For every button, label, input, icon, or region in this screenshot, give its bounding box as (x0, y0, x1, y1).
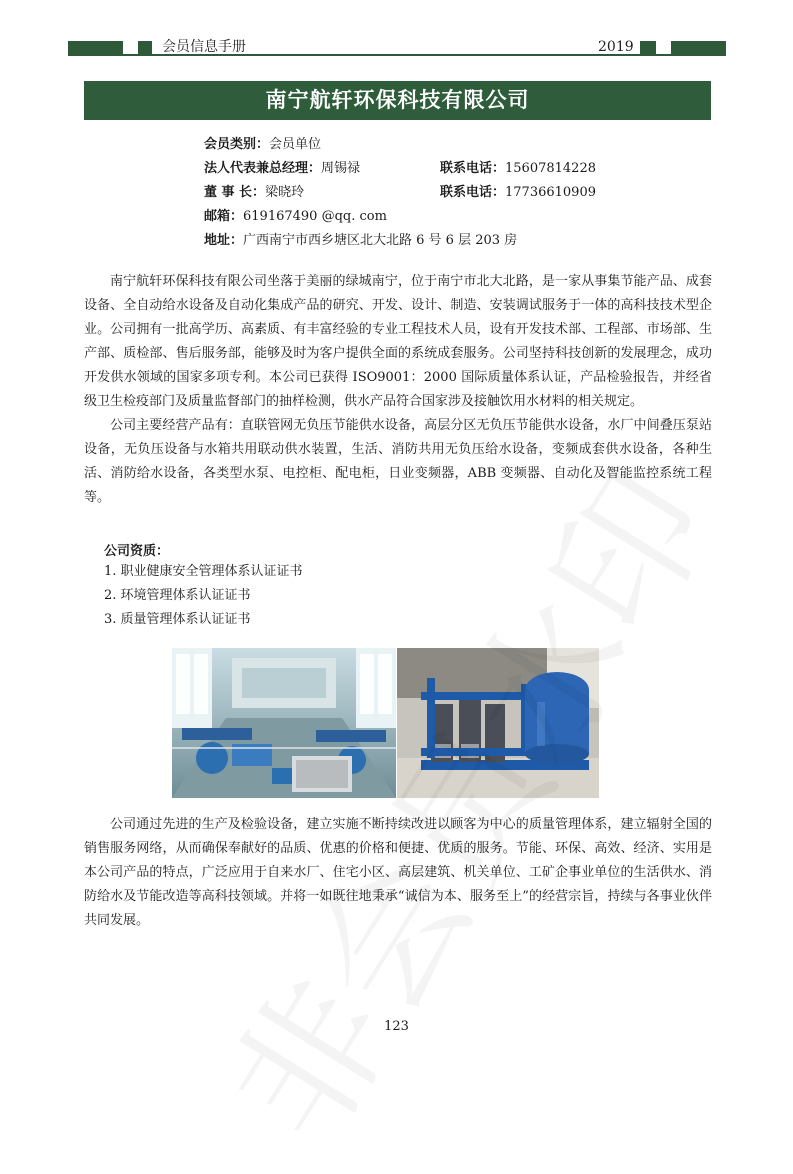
phone2-row (440, 185, 596, 201)
page-number: 123 (384, 1019, 409, 1034)
member-type-row (204, 137, 321, 153)
phone1-label: 联系电话： (440, 161, 506, 176)
legal-rep-label: 法人代表兼总经理： (204, 161, 322, 176)
closing-paragraph: 公司通过先进的生产及检验设备，建立实施不断持续改进以顾客为中心的质量管理体系，建立辐射全国的销售服务网络，从而确保奉献好的品质、优惠的价格和便捷、优质的服务。节能、环保、高效、经济、实用是本公司产品的特点，广泛应用于自来水厂、住宅小区、高层建筑、机关单位、工矿企事业单位的生活供水、消防给水及节能改造等高科技领域。并将一如既往地秉承“诚信为本、服务至上”的经营宗旨，持续与各事业伙伴共同发展。 (84, 817, 712, 928)
watermark (170, 424, 751, 1174)
company-title-band (84, 81, 711, 120)
products-paragraph: 公司主要经营产品有：直联管网无负压节能供水设备，高层分区无负压节能供水设备，水厂中间叠压泵站设备，无负压设备与水箱共用联动供水装置，生活、消防共用无负压给水设备，变频成套供水设备，各种生活、消防给水设备，各类型水泵、电控柜、配电柜，日业变频器，ABB 变频器、自动化及智能监控系统工程等。 (84, 418, 712, 505)
phone2-label: 联系电话： (440, 185, 506, 200)
pump-station-photo (172, 648, 396, 798)
address-label: 地址： (204, 233, 244, 248)
phone2-value: 17736610909 (505, 185, 596, 200)
address-row (204, 233, 517, 249)
qualification-item-2: 2. 环境管理体系认证证书 (104, 588, 251, 603)
phone1-row (440, 161, 596, 177)
header-title: 会员信息手册 (162, 39, 246, 55)
booster-equipment-photo (397, 648, 599, 798)
legal-rep-row (204, 161, 360, 177)
company-title: 南宁航轩环保科技有限公司 (265, 88, 530, 112)
member-type-label: 会员类别： (204, 137, 270, 152)
email-value: 619167490 @qq. com (243, 209, 387, 224)
closing-paragraph-block (84, 813, 712, 933)
legal-rep-value: 周锡禄 (321, 161, 361, 176)
header-year: 2019 (598, 39, 634, 55)
chairman-label: 董 事 长： (204, 185, 266, 200)
header-square-left (138, 41, 152, 55)
member-type-value: 会员单位 (269, 137, 322, 152)
header-square-right (640, 41, 656, 55)
header-bar-left (68, 41, 123, 55)
phone1-value: 15607814228 (505, 161, 596, 176)
chairman-value: 梁晓玲 (265, 185, 305, 200)
qualification-item-3: 3. 质量管理体系认证证书 (104, 612, 251, 627)
chairman-row (204, 185, 304, 201)
email-label: 邮箱： (204, 209, 244, 224)
qualification-title: 公司资质： (104, 544, 170, 559)
qualification-item-1: 1. 职业健康安全管理体系认证证书 (104, 564, 303, 579)
intro-paragraphs (84, 270, 712, 510)
address-value: 广西南宁市西乡塘区北大北路 6 号 6 层 203 房 (243, 233, 518, 248)
email-row (204, 209, 387, 225)
header-bar-right (671, 41, 726, 55)
intro-paragraph: 南宁航轩环保科技有限公司坐落于美丽的绿城南宁，位于南宁市北大北路，是一家从事集节能产品、成套设备、全自动给水设备及自动化集成产品的研究、开发、设计、制造、安装调试服务于一体的高科技技术型企业。公司拥有一批高学历、高素质、有丰富经验的专业工程技术人员，设有开发技术部、工程部、市场部、生产部、质检部、售后服务部，能够及时为客户提供全面的系统成套服务。公司坚持科技创新的发展理念，成功开发供水领域的国家多项专利。本公司已获得 ISO9001：2000 国际质量体系认证，产品检验报告，并经省级卫生检疫部门及质量监督部门的抽样检测，供水产品符合国家涉及接触饮用水材料的相关规定。 (84, 274, 712, 409)
